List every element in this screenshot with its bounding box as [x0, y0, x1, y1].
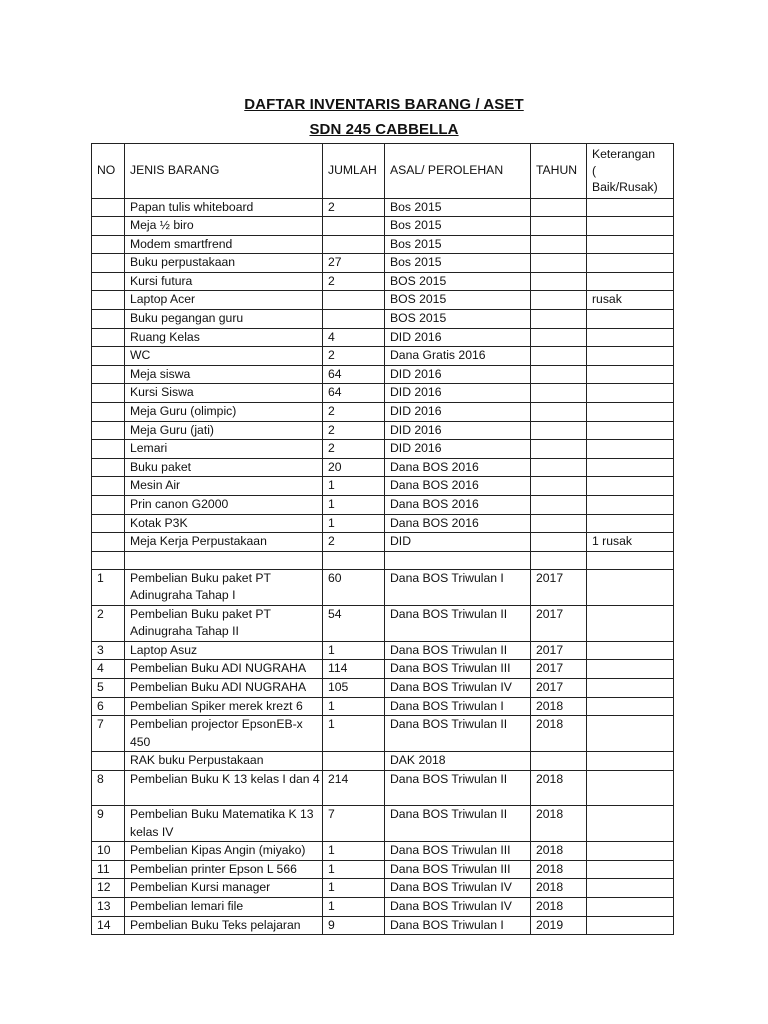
cell-no: 14	[92, 916, 125, 935]
cell-no	[92, 533, 125, 552]
cell-jumlah: 2	[323, 533, 385, 552]
cell-jenis-barang: Buku paket	[125, 458, 323, 477]
header-keterangan	[587, 144, 674, 199]
cell-tahun: 2017	[531, 605, 587, 641]
table-row	[92, 403, 674, 422]
header-jumlah: JUMLAH	[323, 144, 385, 199]
cell-jenis-barang: Meja Guru (olimpic)	[125, 403, 323, 422]
cell-asal-perolehan: Dana BOS Triwulan I	[385, 916, 531, 935]
cell-no	[92, 496, 125, 515]
cell-asal-perolehan: Bos 2015	[385, 198, 531, 217]
document-title: DAFTAR INVENTARIS BARANG / ASET	[244, 96, 524, 113]
cell-asal-perolehan: Bos 2015	[385, 217, 531, 236]
cell-keterangan	[587, 477, 674, 496]
cell-asal-perolehan: Bos 2015	[385, 235, 531, 254]
table-row	[92, 310, 674, 329]
cell-keterangan: rusak	[587, 291, 674, 310]
cell-keterangan	[587, 806, 674, 842]
cell-tahun	[531, 310, 587, 329]
cell-asal-perolehan: DID	[385, 533, 531, 552]
table-row	[92, 235, 674, 254]
cell-jumlah: 20	[323, 458, 385, 477]
table-row	[92, 347, 674, 366]
cell-no	[92, 254, 125, 273]
cell-no	[92, 514, 125, 533]
inventory-table	[91, 143, 674, 935]
cell-keterangan	[587, 347, 674, 366]
header-no: NO	[92, 144, 125, 199]
cell-jenis-barang: Meja siswa	[125, 365, 323, 384]
cell-tahun	[531, 440, 587, 459]
cell-jenis-barang: Buku pegangan guru	[125, 310, 323, 329]
cell-asal-perolehan: DID 2016	[385, 403, 531, 422]
cell-tahun: 2018	[531, 806, 587, 842]
table-row	[92, 421, 674, 440]
cell-jenis-barang: Pembelian Kipas Angin (miyako)	[125, 842, 323, 861]
cell-asal-perolehan: Dana BOS Triwulan II	[385, 605, 531, 641]
cell-tahun: 2017	[531, 660, 587, 679]
cell-jenis-barang: Kotak P3K	[125, 514, 323, 533]
cell-tahun	[531, 272, 587, 291]
cell-jenis-barang: Papan tulis whiteboard	[125, 198, 323, 217]
cell-keterangan	[587, 403, 674, 422]
cell-asal-perolehan: Dana BOS Triwulan III	[385, 860, 531, 879]
cell-asal-perolehan: BOS 2015	[385, 272, 531, 291]
cell-jenis-barang: Meja Guru (jati)	[125, 421, 323, 440]
cell-keterangan	[587, 860, 674, 879]
cell-keterangan	[587, 770, 674, 806]
cell-asal-perolehan: Dana BOS Triwulan III	[385, 842, 531, 861]
cell-keterangan	[587, 879, 674, 898]
cell-no: 5	[92, 678, 125, 697]
cell-jenis-barang: Modem smartfrend	[125, 235, 323, 254]
cell-keterangan	[587, 198, 674, 217]
cell-jumlah: 1	[323, 697, 385, 716]
cell-jumlah: 27	[323, 254, 385, 273]
cell-jumlah: 1	[323, 898, 385, 917]
cell-jumlah: 4	[323, 328, 385, 347]
cell-tahun	[531, 365, 587, 384]
cell-tahun: 2018	[531, 879, 587, 898]
cell-no	[92, 421, 125, 440]
cell-asal-perolehan: Dana BOS Triwulan II	[385, 641, 531, 660]
cell-asal-perolehan: BOS 2015	[385, 310, 531, 329]
cell-keterangan	[587, 384, 674, 403]
cell-jumlah: 105	[323, 678, 385, 697]
cell-jenis-barang: Buku perpustakaan	[125, 254, 323, 273]
cell-asal-perolehan: Dana BOS Triwulan IV	[385, 678, 531, 697]
cell-keterangan	[587, 235, 674, 254]
table-row	[92, 551, 674, 569]
cell-jumlah: 1	[323, 514, 385, 533]
table-row	[92, 272, 674, 291]
cell-jenis-barang: Kursi Siswa	[125, 384, 323, 403]
cell-no	[92, 272, 125, 291]
cell-no: 9	[92, 806, 125, 842]
cell-asal-perolehan: Dana BOS Triwulan I	[385, 569, 531, 605]
cell-tahun	[531, 421, 587, 440]
cell-no: 3	[92, 641, 125, 660]
cell-no: 4	[92, 660, 125, 679]
cell-jenis-barang: Meja ½ biro	[125, 217, 323, 236]
cell-asal-perolehan: DID 2016	[385, 365, 531, 384]
cell-tahun	[531, 514, 587, 533]
cell-no: 1	[92, 569, 125, 605]
cell-tahun	[531, 254, 587, 273]
cell-tahun	[531, 198, 587, 217]
cell-keterangan	[587, 641, 674, 660]
table-row	[92, 533, 674, 552]
cell-jenis-barang: Laptop Asuz	[125, 641, 323, 660]
cell-jenis-barang: Pembelian printer Epson L 566	[125, 860, 323, 879]
table-row	[92, 842, 674, 861]
cell-jenis-barang: Kursi futura	[125, 272, 323, 291]
cell-tahun	[531, 752, 587, 771]
cell-jenis-barang: Ruang Kelas	[125, 328, 323, 347]
cell-tahun: 2018	[531, 697, 587, 716]
cell-asal-perolehan: Bos 2015	[385, 254, 531, 273]
cell-jenis-barang: Pembelian projector EpsonEB-x 450	[125, 716, 323, 752]
cell-keterangan	[587, 514, 674, 533]
cell-tahun	[531, 477, 587, 496]
cell-no	[92, 291, 125, 310]
cell-jenis-barang	[125, 551, 323, 569]
cell-jumlah: 2	[323, 403, 385, 422]
cell-jenis-barang: Pembelian Buku Matematika K 13 kelas IV	[125, 806, 323, 842]
cell-keterangan	[587, 605, 674, 641]
cell-keterangan	[587, 551, 674, 569]
cell-asal-perolehan: Dana BOS Triwulan II	[385, 770, 531, 806]
table-row	[92, 217, 674, 236]
cell-jenis-barang: RAK buku Perpustakaan	[125, 752, 323, 771]
table-row	[92, 916, 674, 935]
cell-jumlah: 1	[323, 496, 385, 515]
cell-jenis-barang: WC	[125, 347, 323, 366]
table-row	[92, 198, 674, 217]
cell-no: 13	[92, 898, 125, 917]
cell-asal-perolehan: Dana BOS Triwulan II	[385, 716, 531, 752]
cell-asal-perolehan: DID 2016	[385, 440, 531, 459]
cell-jumlah: 1	[323, 842, 385, 861]
cell-jenis-barang: Pembelian Kursi manager	[125, 879, 323, 898]
table-row	[92, 365, 674, 384]
cell-tahun	[531, 496, 587, 515]
cell-asal-perolehan: DID 2016	[385, 328, 531, 347]
table-row	[92, 496, 674, 515]
cell-jumlah: 2	[323, 347, 385, 366]
cell-tahun	[531, 384, 587, 403]
table-row	[92, 678, 674, 697]
cell-asal-perolehan: Dana BOS 2016	[385, 477, 531, 496]
cell-jumlah: 2	[323, 198, 385, 217]
cell-jumlah	[323, 217, 385, 236]
cell-jumlah: 2	[323, 272, 385, 291]
cell-no	[92, 551, 125, 569]
cell-keterangan	[587, 272, 674, 291]
table-row	[92, 514, 674, 533]
cell-asal-perolehan: Dana BOS Triwulan IV	[385, 898, 531, 917]
cell-jenis-barang: Pembelian Spiker merek krezt 6	[125, 697, 323, 716]
cell-jumlah	[323, 752, 385, 771]
cell-no	[92, 235, 125, 254]
cell-jumlah	[323, 551, 385, 569]
cell-tahun	[531, 217, 587, 236]
table-row	[92, 770, 674, 806]
cell-tahun: 2017	[531, 678, 587, 697]
cell-jenis-barang: Mesin Air	[125, 477, 323, 496]
table-row	[92, 458, 674, 477]
header-jenis-barang: JENIS BARANG	[125, 144, 323, 199]
table-row	[92, 569, 674, 605]
cell-no	[92, 328, 125, 347]
cell-jumlah	[323, 310, 385, 329]
cell-tahun	[531, 328, 587, 347]
cell-keterangan	[587, 254, 674, 273]
cell-jenis-barang: Pembelian Buku Teks pelajaran	[125, 916, 323, 935]
cell-tahun: 2017	[531, 569, 587, 605]
table-row	[92, 291, 674, 310]
cell-jenis-barang: Prin canon G2000	[125, 496, 323, 515]
cell-keterangan	[587, 421, 674, 440]
cell-jumlah: 114	[323, 660, 385, 679]
cell-asal-perolehan: Dana BOS 2016	[385, 458, 531, 477]
cell-jumlah	[323, 235, 385, 254]
cell-keterangan	[587, 842, 674, 861]
cell-asal-perolehan: Dana BOS 2016	[385, 496, 531, 515]
cell-jumlah: 60	[323, 569, 385, 605]
cell-jenis-barang: Pembelian Buku K 13 kelas I dan 4	[125, 770, 323, 806]
cell-asal-perolehan: DAK 2018	[385, 752, 531, 771]
cell-jumlah: 1	[323, 477, 385, 496]
cell-no	[92, 365, 125, 384]
cell-tahun	[531, 235, 587, 254]
header-keterangan-line1: Keterangan	[592, 147, 656, 161]
cell-tahun	[531, 533, 587, 552]
cell-no: 8	[92, 770, 125, 806]
cell-tahun	[531, 347, 587, 366]
table-row	[92, 879, 674, 898]
cell-asal-perolehan: DID 2016	[385, 421, 531, 440]
cell-tahun	[531, 403, 587, 422]
cell-asal-perolehan: Dana BOS Triwulan IV	[385, 879, 531, 898]
header-keterangan-line2: (	[592, 163, 597, 178]
cell-tahun	[531, 458, 587, 477]
cell-jumlah: 64	[323, 384, 385, 403]
school-name: SDN 245 CABBELLA	[309, 121, 459, 138]
cell-jumlah: 1	[323, 716, 385, 752]
cell-no	[92, 440, 125, 459]
cell-jumlah: 9	[323, 916, 385, 935]
cell-tahun: 2019	[531, 916, 587, 935]
cell-no	[92, 458, 125, 477]
cell-tahun: 2018	[531, 770, 587, 806]
cell-jumlah: 2	[323, 421, 385, 440]
cell-asal-perolehan: Dana Gratis 2016	[385, 347, 531, 366]
cell-no	[92, 384, 125, 403]
cell-jumlah: 1	[323, 860, 385, 879]
cell-asal-perolehan: BOS 2015	[385, 291, 531, 310]
cell-jumlah: 1	[323, 879, 385, 898]
cell-keterangan	[587, 310, 674, 329]
cell-asal-perolehan: Dana BOS Triwulan I	[385, 697, 531, 716]
cell-tahun: 2018	[531, 898, 587, 917]
cell-asal-perolehan: Dana BOS Triwulan II	[385, 806, 531, 842]
cell-no	[92, 403, 125, 422]
table-row	[92, 254, 674, 273]
cell-no	[92, 217, 125, 236]
cell-no	[92, 347, 125, 366]
table-row	[92, 660, 674, 679]
cell-keterangan	[587, 496, 674, 515]
cell-no	[92, 198, 125, 217]
cell-jenis-barang: Lemari	[125, 440, 323, 459]
cell-jumlah: 54	[323, 605, 385, 641]
cell-keterangan	[587, 678, 674, 697]
cell-keterangan	[587, 365, 674, 384]
cell-no	[92, 477, 125, 496]
cell-keterangan	[587, 898, 674, 917]
cell-jumlah: 1	[323, 641, 385, 660]
cell-tahun	[531, 551, 587, 569]
cell-jenis-barang: Pembelian Buku paket PT Adinugraha Tahap II	[125, 605, 323, 641]
table-row	[92, 697, 674, 716]
cell-keterangan	[587, 697, 674, 716]
cell-no	[92, 310, 125, 329]
cell-no: 12	[92, 879, 125, 898]
table-body	[92, 198, 674, 935]
cell-tahun: 2018	[531, 716, 587, 752]
cell-jenis-barang: Pembelian Buku ADI NUGRAHA	[125, 678, 323, 697]
header-tahun: TAHUN	[531, 144, 587, 199]
cell-jumlah	[323, 291, 385, 310]
cell-keterangan	[587, 569, 674, 605]
cell-tahun: 2018	[531, 860, 587, 879]
cell-keterangan	[587, 440, 674, 459]
table-row	[92, 605, 674, 641]
cell-jumlah: 7	[323, 806, 385, 842]
table-row	[92, 860, 674, 879]
cell-tahun: 2018	[531, 842, 587, 861]
table-row	[92, 440, 674, 459]
cell-no: 7	[92, 716, 125, 752]
table-row	[92, 641, 674, 660]
cell-keterangan	[587, 217, 674, 236]
table-row	[92, 477, 674, 496]
cell-keterangan	[587, 660, 674, 679]
cell-keterangan: 1 rusak	[587, 533, 674, 552]
cell-asal-perolehan: DID 2016	[385, 384, 531, 403]
cell-jumlah: 64	[323, 365, 385, 384]
cell-no: 2	[92, 605, 125, 641]
header-asal-perolehan: ASAL/ PEROLEHAN	[385, 144, 531, 199]
table-row	[92, 328, 674, 347]
cell-asal-perolehan	[385, 551, 531, 569]
cell-no: 11	[92, 860, 125, 879]
cell-jumlah: 2	[323, 440, 385, 459]
cell-asal-perolehan: Dana BOS 2016	[385, 514, 531, 533]
cell-jenis-barang: Pembelian lemari file	[125, 898, 323, 917]
cell-keterangan	[587, 716, 674, 752]
cell-jenis-barang: Meja Kerja Perpustakaan	[125, 533, 323, 552]
table-header-row	[92, 144, 674, 199]
table-row	[92, 898, 674, 917]
cell-no: 10	[92, 842, 125, 861]
cell-jenis-barang: Pembelian Buku paket PT Adinugraha Tahap I	[125, 569, 323, 605]
cell-tahun: 2017	[531, 641, 587, 660]
cell-keterangan	[587, 458, 674, 477]
cell-keterangan	[587, 916, 674, 935]
cell-no: 6	[92, 697, 125, 716]
cell-tahun	[531, 291, 587, 310]
cell-jumlah: 214	[323, 770, 385, 806]
cell-jenis-barang: Laptop Acer	[125, 291, 323, 310]
cell-asal-perolehan: Dana BOS Triwulan III	[385, 660, 531, 679]
table-row	[92, 716, 674, 752]
header-keterangan-line3: Baik/Rusak)	[592, 180, 658, 194]
table-row	[92, 384, 674, 403]
cell-no	[92, 752, 125, 771]
cell-jenis-barang: Pembelian Buku ADI NUGRAHA	[125, 660, 323, 679]
table-row	[92, 806, 674, 842]
cell-keterangan	[587, 752, 674, 771]
table-row	[92, 752, 674, 771]
cell-keterangan	[587, 328, 674, 347]
